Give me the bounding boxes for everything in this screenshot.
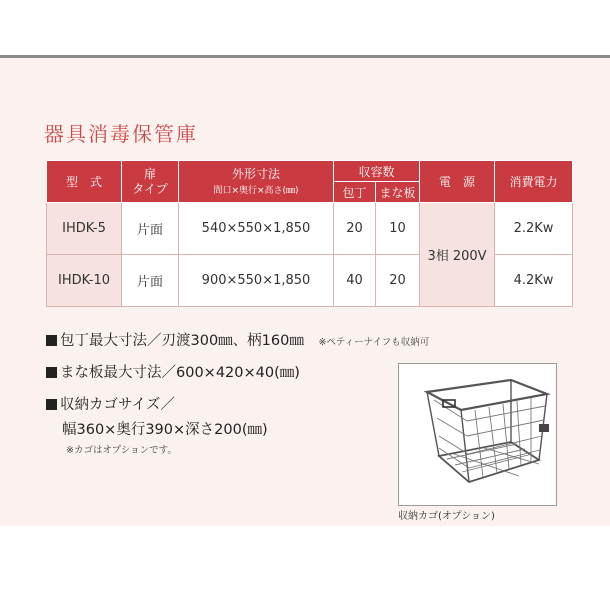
note-basket-title <box>46 393 175 414</box>
header-board: まな板 <box>376 182 420 203</box>
basket-title-text: 収納カゴサイズ／ <box>60 397 175 413</box>
header-door <box>122 161 179 203</box>
header-power: 電 源 <box>420 161 495 203</box>
header-consumption: 消費電力 <box>495 161 573 203</box>
basket-photo <box>398 363 557 506</box>
bullet-square-icon <box>46 335 57 346</box>
basket-size: 幅360×奥行390×深さ200(㎜) <box>62 422 268 438</box>
header-door-line1: 扉 <box>143 166 156 181</box>
table-row <box>47 203 573 255</box>
header-dims-line2: 間口×奥行×高さ(㎜) <box>213 186 299 196</box>
header-dimensions <box>179 161 334 203</box>
cell-power: 3相 200V <box>420 203 495 307</box>
spec-table <box>46 160 573 307</box>
note-board-max <box>46 361 300 382</box>
board-max-text: まな板最大寸法／600×420×40(㎜) <box>60 365 300 381</box>
table-row <box>47 255 573 307</box>
cell-consumption: 4.2Kw <box>495 255 573 307</box>
cell-knife: 40 <box>334 255 376 307</box>
knife-note: ※ペティーナイフも収納可 <box>318 337 430 348</box>
knife-max-text: 包丁最大寸法／刃渡300㎜、柄160㎜ <box>60 333 304 349</box>
cell-consumption: 2.2Kw <box>495 203 573 255</box>
cell-dims: 540×550×1,850 <box>179 203 334 255</box>
cell-knife: 20 <box>334 203 376 255</box>
cell-door: 片面 <box>122 203 179 255</box>
header-dims-line1: 外形寸法 <box>231 167 280 181</box>
cell-model: IHDK-10 <box>47 255 122 307</box>
cell-model: IHDK-5 <box>47 203 122 255</box>
bullet-square-icon <box>46 399 57 410</box>
bullet-square-icon <box>46 367 57 378</box>
header-door-line2: タイプ <box>132 181 168 196</box>
wire-basket-icon <box>399 364 556 505</box>
photo-caption: 収納カゴ(オプション) <box>398 511 495 522</box>
page-title: 器具消毒保管庫 <box>44 122 198 146</box>
cell-board: 10 <box>376 203 420 255</box>
cell-board: 20 <box>376 255 420 307</box>
note-knife-max <box>46 329 429 350</box>
cell-dims: 900×550×1,850 <box>179 255 334 307</box>
header-capacity: 収容数 <box>334 161 420 182</box>
header-model: 型 式 <box>47 161 122 203</box>
cell-door: 片面 <box>122 255 179 307</box>
basket-note: ※カゴはオプションです。 <box>66 445 177 456</box>
header-knife: 包丁 <box>334 182 376 203</box>
